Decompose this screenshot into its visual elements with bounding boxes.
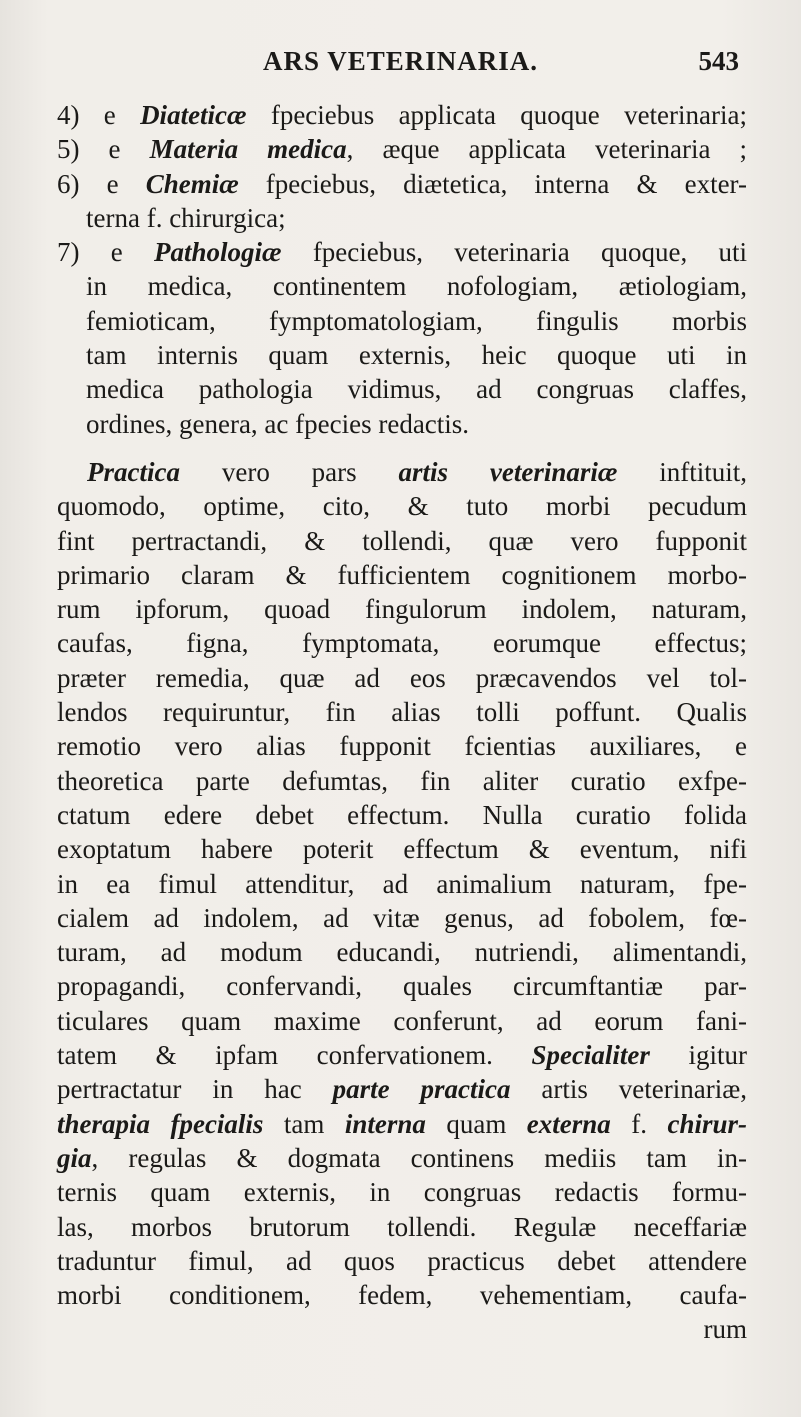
italic-term: Practica (87, 456, 180, 487)
text-segment: artis veterinariæ, (510, 1074, 747, 1105)
text-segment: medica pathologia vidimus, ad congruas claffes, (86, 374, 747, 405)
page-number: 543 (698, 46, 739, 76)
text-line (57, 1175, 747, 1209)
text-line (57, 132, 747, 166)
text-line (57, 901, 747, 935)
text-segment: traduntur fimul, ad quos practicus debet attendere (57, 1245, 747, 1276)
text-line (57, 1244, 747, 1278)
text-segment: , æque applicata veterinaria ; (346, 134, 748, 165)
text-line (57, 1278, 747, 1312)
paragraph-gap (57, 441, 747, 455)
text-segment: rum (703, 1314, 747, 1345)
text-segment: igitur (649, 1040, 747, 1071)
text-line (57, 98, 747, 132)
text-line (57, 695, 747, 729)
text-segment: in ea fimul attenditur, ad animalium naturam, fpe- (57, 868, 747, 899)
italic-term: externa (526, 1108, 611, 1139)
text-segment: tam internis quam externis, heic quoque uti in (86, 340, 747, 371)
text-segment: quomodo, optime, cito, & tuto morbi pecudum (57, 491, 747, 522)
text-line (57, 1141, 747, 1175)
text-segment: femioticam, fymptomatologiam, fingulis morbis (86, 305, 747, 336)
text-segment: morbi conditionem, fedem, vehementiam, caufa- (57, 1280, 747, 1311)
text-segment: turam, ad modum educandi, nutriendi, alimentandi, (57, 937, 747, 968)
text-line (57, 1210, 747, 1244)
text-line (57, 558, 747, 592)
text-line (57, 235, 747, 269)
text-segment: præter remedia, quæ ad eos præcavendos vel tol- (57, 662, 747, 693)
text-line (57, 269, 747, 303)
text-segment: fpeciebus, diætetica, interna & exter- (238, 168, 747, 199)
text-line (57, 798, 747, 832)
italic-term: Diateticæ (140, 100, 247, 130)
text-segment: rum ipforum, quoad fingulorum indolem, naturam, (57, 594, 747, 625)
text-line (57, 372, 747, 406)
text-line (57, 1072, 747, 1106)
text-segment: fpeciebus, veterinaria quoque, uti (281, 237, 747, 268)
text-line (57, 524, 747, 558)
text-segment: quam (425, 1108, 527, 1139)
text-segment: lendos requiruntur, fin alias tolli poffunt. Qualis (57, 697, 747, 728)
text-line (57, 867, 747, 901)
text-segment: ternis quam externis, in congruas redactis formu- (57, 1177, 747, 1208)
text-line (57, 1038, 747, 1072)
text-segment: , regulas & dogmata continens mediis tam in- (91, 1142, 747, 1173)
running-head (0, 46, 801, 82)
text-segment: theoretica parte defumtas, fin aliter curatio exfpe- (57, 765, 747, 796)
italic-term: interna (344, 1108, 426, 1139)
italic-term: parte practica (332, 1074, 511, 1105)
text-segment: terna f. chirurgica; (86, 202, 286, 233)
text-segment: inftituit, (617, 456, 747, 487)
text-line (57, 407, 747, 441)
text-line (57, 1312, 747, 1346)
italic-term: Specialiter (531, 1040, 650, 1071)
text-segment: 7) e (57, 237, 155, 268)
text-line (57, 764, 747, 798)
text-line (57, 935, 747, 969)
text-line (57, 338, 747, 372)
italic-term: artis veterinariæ (398, 456, 618, 487)
text-segment: 6) e (57, 168, 146, 199)
text-line (57, 1107, 747, 1141)
text-segment: primario claram & fufficientem cognitionem morbo- (57, 559, 747, 590)
italic-term: gia (57, 1142, 92, 1173)
text-segment: caufas, figna, fymptomata, eorumque effectus; (57, 628, 747, 659)
text-segment: ticulares quam maxime conferunt, ad eorum fani- (57, 1005, 747, 1036)
text-line (57, 832, 747, 866)
text-segment: tam (263, 1108, 345, 1139)
text-segment: fpeciebus applicata quoque veterinaria; (246, 100, 747, 130)
text-line (57, 167, 747, 201)
text-line (57, 592, 747, 626)
text-line (57, 661, 747, 695)
italic-term: Materia medica (149, 134, 347, 165)
text-line (57, 201, 747, 235)
italic-term: chirur- (667, 1108, 747, 1139)
text-segment: 5) e (57, 134, 150, 165)
text-line (57, 626, 747, 660)
italic-term: therapia fpecialis (57, 1108, 264, 1139)
body-text (57, 98, 747, 1347)
text-segment: las, morbos brutorum tollendi. Regulæ neceffariæ (57, 1211, 747, 1242)
text-segment: pertractatur in hac (57, 1074, 333, 1105)
text-segment: remotio vero alias fupponit fcientias auxiliares, e (57, 731, 747, 762)
text-line (57, 489, 747, 523)
text-segment: ordines, genera, ac fpecies redactis. (86, 408, 470, 439)
text-line (57, 969, 747, 1003)
text-segment: f. (610, 1108, 668, 1139)
text-segment: cialem ad indolem, ad vitæ genus, ad fobolem, fœ- (57, 902, 747, 933)
italic-term: Chemiæ (145, 168, 239, 199)
text-line (57, 455, 747, 489)
text-line (57, 1004, 747, 1038)
text-segment: tatem & ipfam confervationem. (57, 1040, 532, 1071)
text-segment: fint pertractandi, & tollendi, quæ vero fupponit (57, 525, 747, 556)
italic-term: Pathologiæ (154, 237, 282, 268)
text-line (57, 304, 747, 338)
text-segment: vero pars (179, 456, 399, 487)
text-segment: 4) e (57, 100, 141, 130)
text-line (57, 729, 747, 763)
text-segment: ctatum edere debet effectum. Nulla curatio folida (57, 799, 747, 830)
running-title: ARS VETERINARIA. (262, 46, 539, 76)
text-segment: exoptatum habere poterit effectum & eventum, nifi (57, 834, 747, 865)
text-segment: in medica, continentem nofologiam, ætiologiam, (86, 271, 747, 302)
text-segment: propagandi, confervandi, quales circumftantiæ par- (57, 971, 747, 1002)
